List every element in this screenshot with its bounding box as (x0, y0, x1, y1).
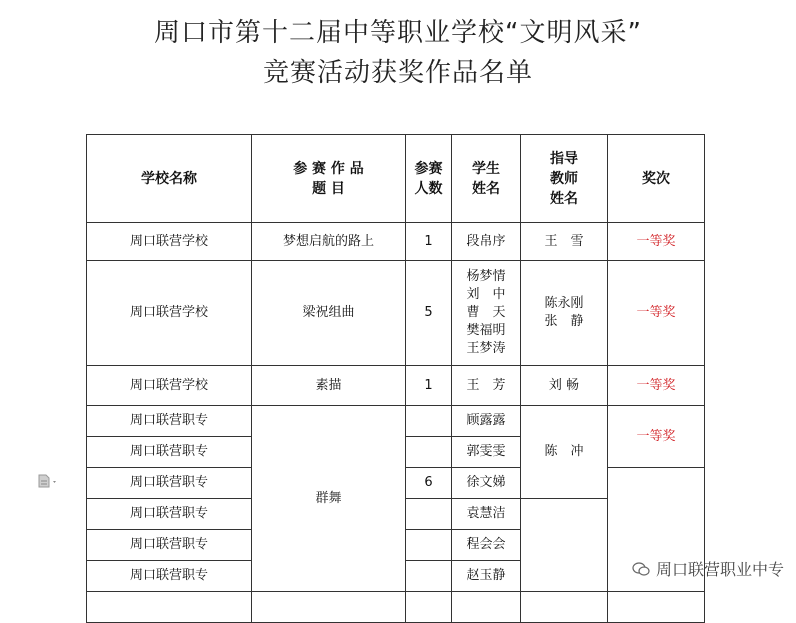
count-cell: 5 (406, 261, 452, 366)
student-name: 曹 天 (466, 305, 506, 320)
awards-table (86, 134, 705, 623)
header-school: 学校名称 (87, 135, 252, 223)
header-student-line2: 姓名 (472, 180, 500, 197)
student-cell: 王 芳 (452, 366, 521, 406)
work-cell (252, 592, 406, 623)
table-row (87, 223, 705, 261)
watermark-text: 周口联营职业中专 (655, 560, 784, 579)
header-teacher-line2: 教师 (550, 170, 578, 187)
student-name: 刘 中 (466, 287, 506, 302)
student-name: 杨梦情 (466, 269, 506, 284)
document-icon-svg (38, 474, 60, 488)
count-cell: 1 (406, 366, 452, 406)
table-header-row (87, 135, 705, 223)
count-cell: 1 (406, 223, 452, 261)
page-title-line2: 竞赛活动获奖作品名单 (262, 58, 533, 88)
teacher-cell (521, 261, 608, 366)
table-row (87, 592, 705, 623)
wechat-icon (632, 562, 650, 576)
header-award: 奖次 (608, 135, 705, 223)
teacher-cell-empty (521, 499, 608, 592)
school-cell: 周口联营职专 (87, 499, 252, 530)
work-cell: 梦想启航的路上 (252, 223, 406, 261)
count-cell (406, 561, 452, 592)
header-count-line1: 参赛 (414, 160, 443, 177)
school-cell: 周口联营学校 (87, 366, 252, 406)
school-cell: 周口联营职专 (87, 561, 252, 592)
work-cell: 群舞 (252, 406, 406, 592)
watermark (632, 557, 784, 580)
student-cell: 赵玉静 (452, 561, 521, 592)
student-cell (452, 261, 521, 366)
student-cell: 顾露露 (452, 406, 521, 437)
header-work-line2: 题 目 (312, 180, 345, 197)
header-student-line1: 学生 (472, 160, 500, 177)
work-cell: 素描 (252, 366, 406, 406)
student-name: 樊福明 (466, 323, 506, 338)
document-icon[interactable] (38, 474, 60, 492)
student-cell: 袁慧洁 (452, 499, 521, 530)
table-row (87, 261, 705, 366)
student-cell: 程会会 (452, 530, 521, 561)
student-name: 王梦涛 (466, 341, 506, 356)
student-cell: 段帛序 (452, 223, 521, 261)
school-cell: 周口联营职专 (87, 530, 252, 561)
school-cell: 周口联营学校 (87, 261, 252, 366)
count-cell: 6 (406, 468, 452, 499)
count-cell (406, 530, 452, 561)
award-cell: 一等奖 (608, 366, 705, 406)
count-cell (406, 592, 452, 623)
header-teacher-line3: 姓名 (550, 190, 578, 207)
award-cell: 一等奖 (608, 406, 705, 468)
count-cell (406, 437, 452, 468)
student-cell: 徐文娣 (452, 468, 521, 499)
teacher-cell: 陈 冲 (521, 406, 608, 499)
teacher-cell: 刘 畅 (521, 366, 608, 406)
school-cell (87, 592, 252, 623)
school-cell: 周口联营学校 (87, 223, 252, 261)
award-cell (608, 592, 705, 623)
award-cell: 一等奖 (608, 261, 705, 366)
header-teacher (521, 135, 608, 223)
student-cell: 郭雯雯 (452, 437, 521, 468)
school-cell: 周口联营职专 (87, 468, 252, 499)
school-cell: 周口联营职专 (87, 406, 252, 437)
teacher-name: 张 静 (544, 314, 584, 329)
award-cell: 一等奖 (608, 223, 705, 261)
header-count-line2: 人数 (414, 180, 443, 197)
table-row (87, 366, 705, 406)
teacher-name: 陈永刚 (544, 296, 584, 311)
teacher-cell (521, 592, 608, 623)
work-cell: 梁祝组曲 (252, 261, 406, 366)
header-work-line1: 参 赛 作 品 (293, 160, 364, 177)
student-cell (452, 592, 521, 623)
header-count (406, 135, 452, 223)
header-teacher-line1: 指导 (550, 150, 578, 167)
page-title-line1: 周口市第十二届中等职业学校“文明风采” (154, 18, 642, 48)
count-cell (406, 499, 452, 530)
count-cell (406, 406, 452, 437)
school-cell: 周口联营职专 (87, 437, 252, 468)
teacher-cell: 王 雪 (521, 223, 608, 261)
table-row (87, 406, 705, 437)
header-work (252, 135, 406, 223)
header-student (452, 135, 521, 223)
